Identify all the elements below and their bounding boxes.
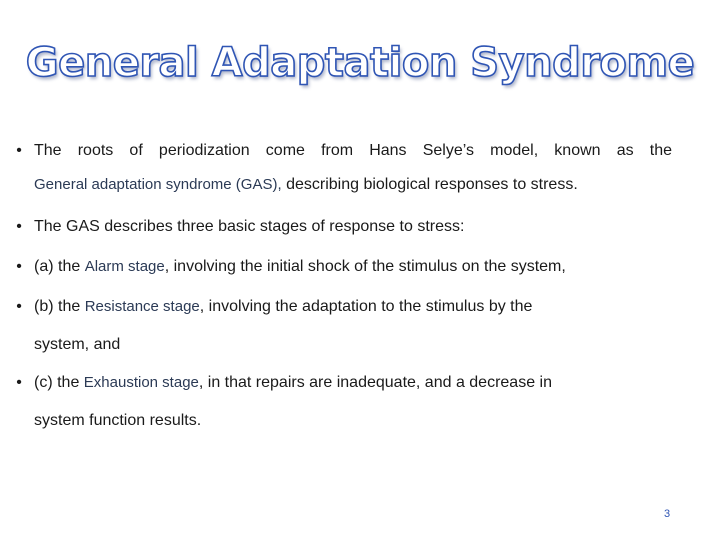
bullet-line: The GAS describes three basic stages of response to stress:	[34, 218, 465, 235]
term-exhaustion-stage: Exhaustion stage	[83, 374, 199, 391]
bullet-line	[34, 298, 532, 316]
bullet-line: The roots of periodization come from Hans Selye’s model, known as the	[34, 142, 672, 159]
term-alarm-stage: Alarm stage	[84, 258, 165, 275]
term-resistance-stage: Resistance stage	[84, 298, 200, 315]
bullet-line	[34, 374, 552, 392]
bullet-text: , involving the adaptation to the stimulus by the	[199, 298, 533, 315]
bullet-line: system function results.	[34, 412, 202, 429]
page-number: 3	[664, 508, 671, 520]
bullet-line	[34, 176, 578, 194]
bullet-text: , in that repairs are inadequate, and a decrease in	[198, 374, 552, 391]
bullet-text: (c) the	[34, 374, 84, 391]
term-gas: General adaptation syndrome (GAS),	[34, 176, 282, 193]
bullet-dot: •	[16, 142, 22, 159]
bullet-dot: •	[16, 298, 22, 315]
bullet-dot: •	[16, 374, 22, 391]
bullet-dot: •	[16, 218, 22, 235]
bullet-line: system, and	[34, 336, 121, 353]
bullet-text: describing biological responses to stress.	[281, 176, 578, 193]
slide-title: General Adaptation Syndrome	[25, 40, 695, 86]
bullet-line	[34, 258, 566, 276]
bullet-text: , involving the initial shock of the stimulus on the system,	[164, 258, 566, 275]
bullet-text: (b) the	[34, 298, 85, 315]
bullet-dot: •	[16, 258, 22, 275]
bullet-text: (a) the	[34, 258, 85, 275]
